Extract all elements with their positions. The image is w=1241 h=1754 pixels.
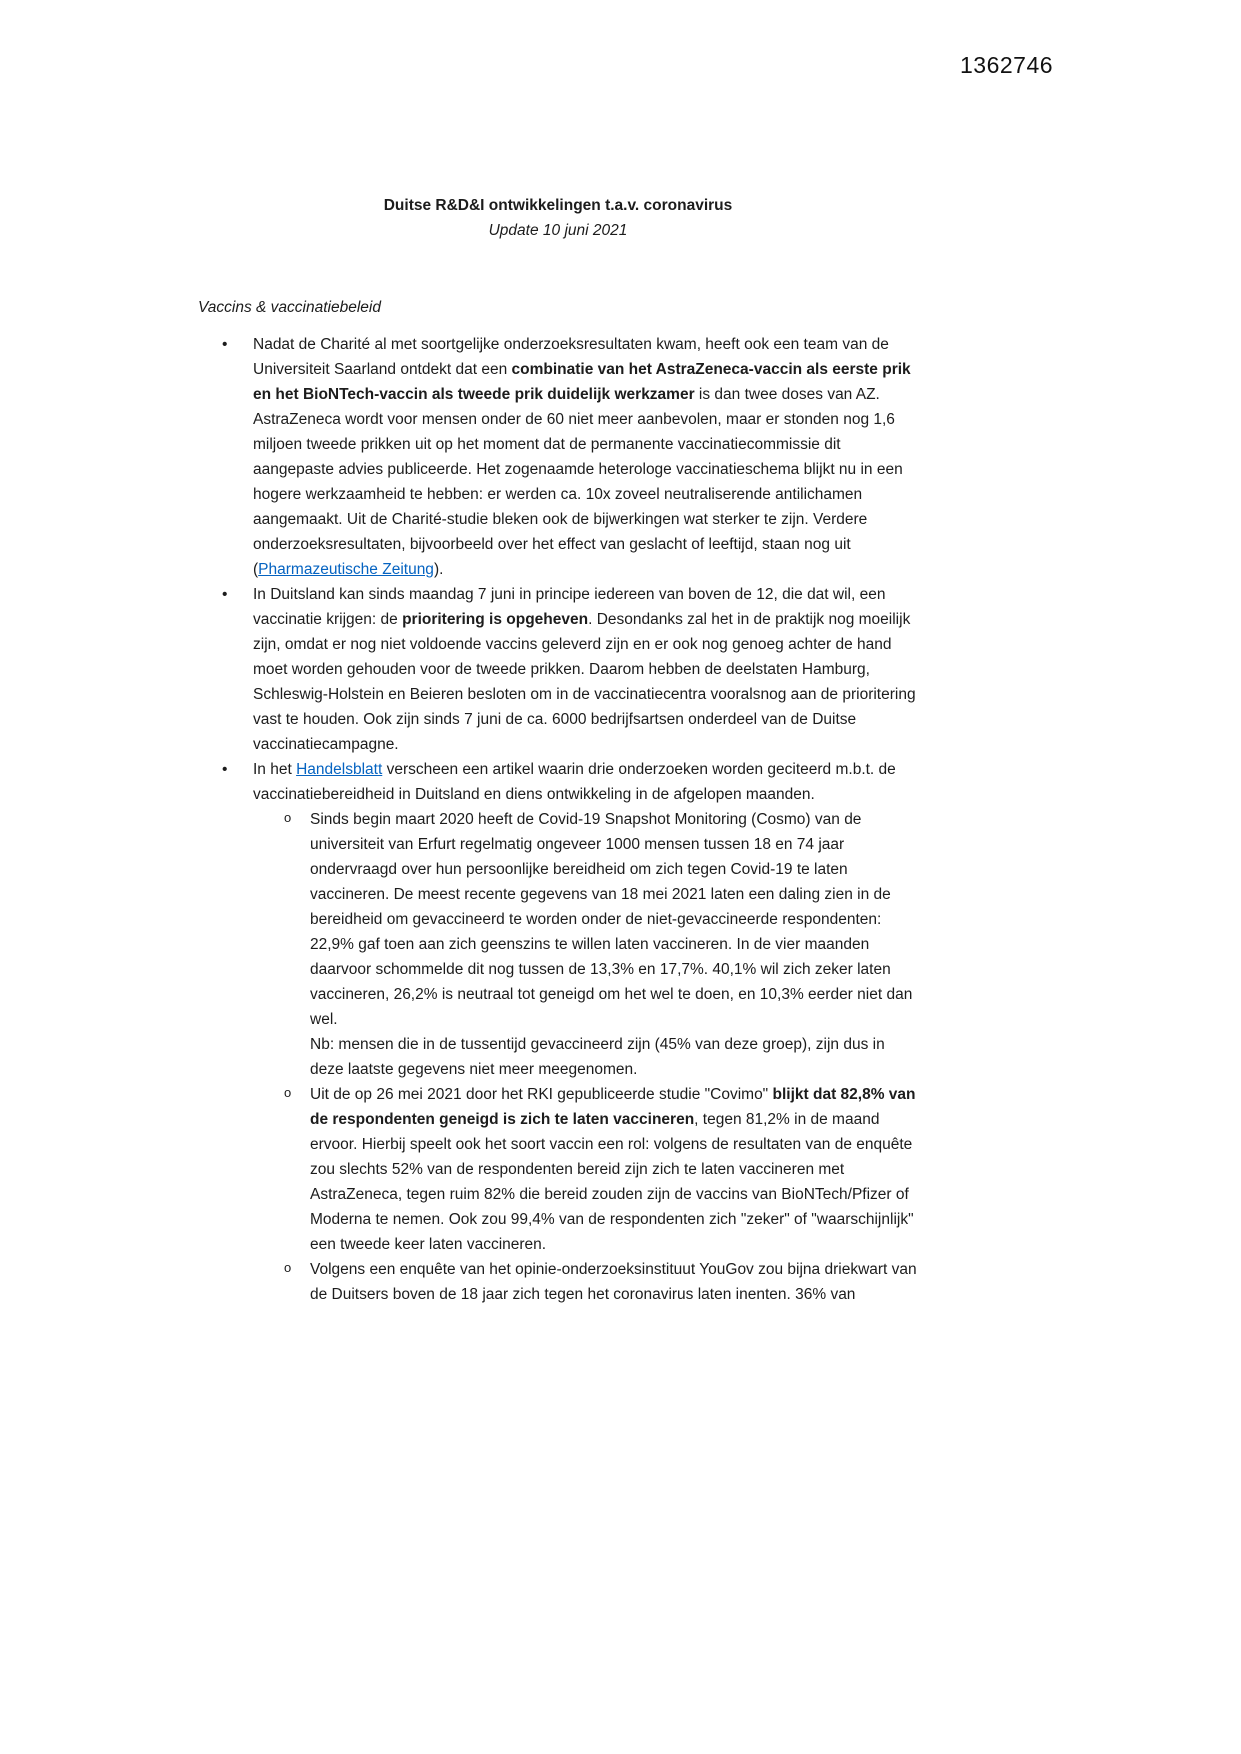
- bullet-text: [253, 336, 911, 578]
- text-run: . Desondanks zal het in de praktijk nog moeilijk zijn, omdat er nog niet voldoende vaccins geleverd zijn en er ook nog genoeg achter de hand moet worden gehouden voor de tweede prikken. Daarom hebben de deelstaten Hamburg, Schleswig-Holstein en Beieren besloten om in de vaccinatiecentra vooralsnog aan de prioritering vast te houden. Ook zijn sinds 7 juni de ca. 6000 bedrijfsartsen onderdeel van de Duitse vaccinatiecampagne.: [253, 611, 916, 753]
- sub-bullet-item: [198, 1082, 918, 1257]
- bullet-text: [253, 761, 896, 803]
- text-run: combinatie van het AstraZeneca-vaccin als eerste prik en het BioNTech-vaccin als tweede prik duidelijk werkzamer: [253, 361, 911, 403]
- disc-bullet-icon: •: [222, 336, 228, 353]
- hyperlink[interactable]: Handelsblatt: [296, 761, 383, 778]
- text-run: Nb: mensen die in de tussentijd gevaccineerd zijn (45% van deze groep), zijn dus in deze laatste gegevens niet meer meegenomen.: [310, 1036, 885, 1078]
- text-run: prioritering is opgeheven: [402, 611, 589, 628]
- document-title: Duitse R&D&I ontwikkelingen t.a.v. coronavirus: [383, 197, 733, 214]
- title-block: [198, 0, 918, 243]
- bullet-text: [310, 811, 912, 1078]
- hyperlink[interactable]: Pharmazeutische Zeitung: [258, 561, 434, 578]
- section-heading: Vaccins & vaccinatiebeleid: [198, 299, 381, 316]
- text-run: verscheen een artikel waarin drie onderzoeken worden geciteerd m.b.t. de vaccinatiebereidheid in Duitsland en diens ontwikkeling in de afgelopen maanden.: [253, 761, 896, 803]
- text-run: Uit de op 26 mei 2021 door het RKI gepubliceerde studie "Covimo": [310, 1086, 773, 1103]
- bullet-item: [198, 582, 918, 757]
- bullet-text: [253, 586, 916, 753]
- sub-bullet-item: [198, 1257, 918, 1307]
- circle-bullet-icon: o: [284, 1085, 292, 1100]
- disc-bullet-icon: •: [222, 586, 228, 603]
- sub-bullet-item: [198, 807, 918, 1082]
- text-run: In Duitsland kan sinds maandag 7 juni in principe iedereen van boven de 12, die dat wil, een vaccinatie krijgen: de: [253, 586, 886, 628]
- document-number: 1362746: [960, 52, 1054, 78]
- text-run: , tegen 81,2% in de maand ervoor. Hierbij speelt ook het soort vaccin een rol: volgens de resultaten van de enquête zou slechts 52% van de respondenten bereid zijn zich te laten vaccineren met AstraZeneca, tegen ruim 82% die bereid zouden zijn de vaccins van BioNTech/Pfizer of Moderna te nemen. Ook zou 99,4% van de respondenten zich "zeker" of "waarschijnlijk" een tweede keer laten vaccineren.: [310, 1111, 914, 1253]
- text-run: Volgens een enquête van het opinie-onderzoeksinstituut YouGov zou bijna driekwart van de Duitsers boven de 18 jaar zich tegen het coronavirus laten inenten. 36% van: [310, 1261, 917, 1303]
- bullet-list: [198, 332, 918, 1307]
- text-run: is dan twee doses van AZ. AstraZeneca wordt voor mensen onder de 60 niet meer aanbevolen, maar er stonden nog 1,6 miljoen tweede prikken uit op het moment dat de permanente vaccinatiecommissie dit aangepaste advies publiceerde. Het zogenaamde heterologe vaccinatieschema blijkt nu in een hogere werkzaamheid te hebben: er werden ca. 10x zoveel neutraliserende antilichamen aangemaakt. Uit de Charité-studie bleken ook de bijwerkingen wat sterker te zijn. Verdere onderzoeksresultaten, bijvoorbeeld over het effect van geslacht of leeftijd, staan nog uit (: [253, 386, 903, 578]
- text-run: Nadat de Charité al met soortgelijke onderzoeksresultaten kwam, heeft ook een team van de Universiteit Saarland ontdekt dat een: [253, 336, 889, 378]
- text-run: ).: [433, 561, 444, 578]
- bullet-item: [198, 332, 918, 582]
- text-run: Sinds begin maart 2020 heeft de Covid-19 Snapshot Monitoring (Cosmo) van de universiteit van Erfurt regelmatig ongeveer 1000 mensen tussen 18 en 74 jaar ondervraagd over hun persoonlijke bereidheid om zich tegen Covid-19 te laten vaccineren. De meest recente gegevens van 18 mei 2021 laten een daling zien in de bereidheid om gevaccineerd te worden onder de niet-gevaccineerde respondenten: 22,9% gaf toen aan zich geenszins te willen laten vaccineren. In de vier maanden daarvoor schommelde dit nog tussen de 13,3% en 17,7%. 40,1% wil zich zeker laten vaccineren, 26,2% is neutraal tot geneigd om het wel te doen, en 10,3% eerder niet dan wel.: [310, 811, 913, 1028]
- disc-bullet-icon: •: [222, 761, 228, 778]
- bullet-item: [198, 757, 918, 807]
- circle-bullet-icon: o: [284, 810, 292, 825]
- bullet-text: [310, 1261, 917, 1303]
- text-run: In het: [253, 761, 297, 778]
- text-run: blijkt dat 82,8% van de respondenten geneigd is zich te laten vaccineren: [310, 1086, 916, 1128]
- bullet-text: [310, 1086, 916, 1253]
- circle-bullet-icon: o: [284, 1260, 292, 1275]
- document-subtitle: Update 10 juni 2021: [488, 222, 628, 239]
